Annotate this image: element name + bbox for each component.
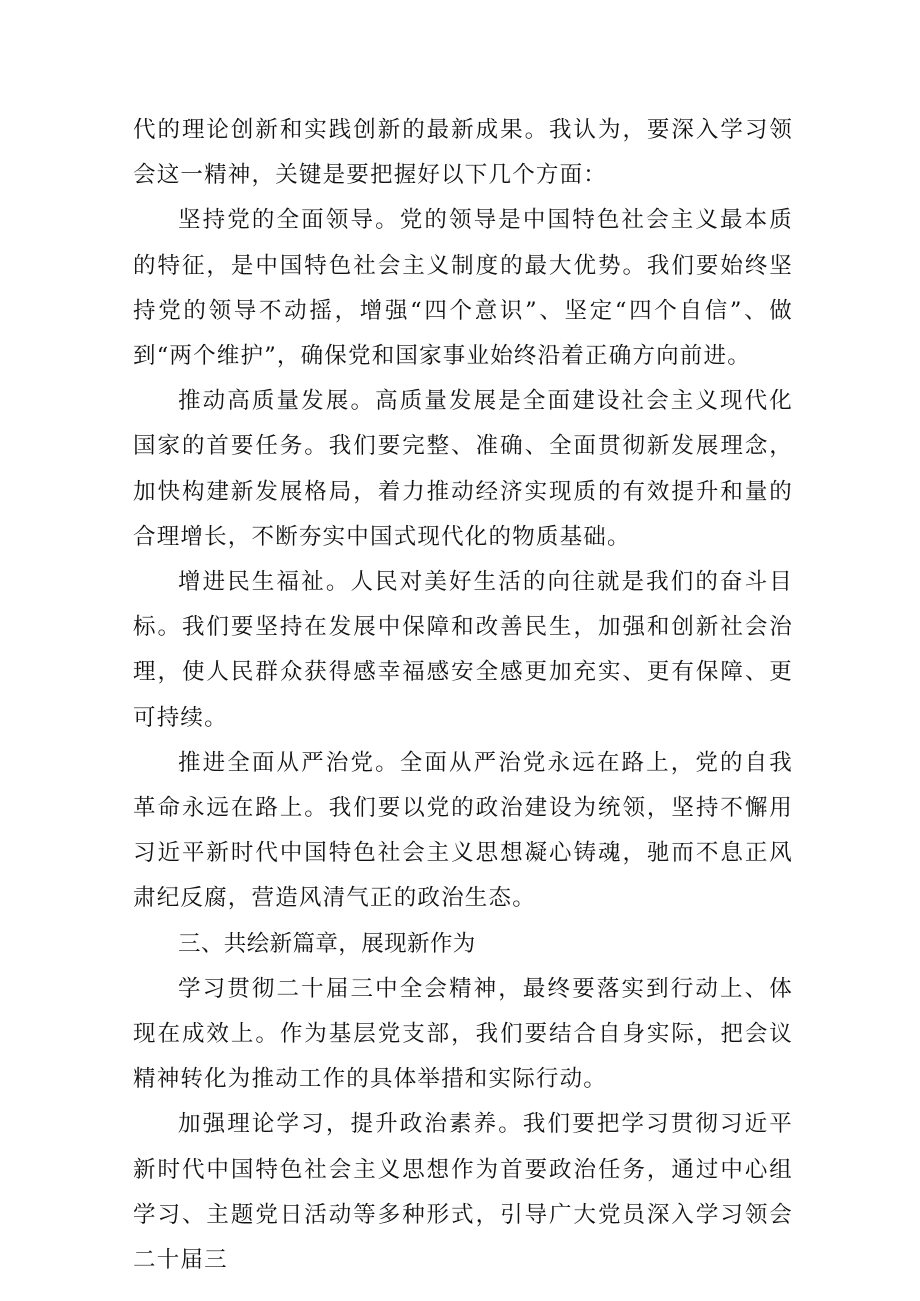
paragraph-high-quality-development: 推动高质量发展。高质量发展是全面建设社会主义现代化国家的首要任务。我们要完整、准确、全面贯彻新发展理念，加快构建新发展格局，着力推动经济实现质的有效提升和量的合理增长，不断夯实中国式现代化的物质基础。: [133, 388, 793, 550]
paragraph-party-leadership: 坚持党的全面领导。党的领导是中国特色社会主义最本质的特征，是中国特色社会主义制度的最大优势。我们要始终坚持党的领导不动摇，增强“四个意识”、坚定“四个自信”、做到“两个维护”，确保党和国家事业始终沿着正确方向前进。: [133, 207, 793, 370]
paragraph-party-governance: 推进全面从严治党。全面从严治党永远在路上，党的自我革命永远在路上。我们要以党的政治建设为统领，坚持不懈用习近平新时代中国特色社会主义思想凝心铸魂，驰而不息正风肃纪反腐，营造风清气正的政治生态。: [133, 749, 793, 912]
section-heading: 三、共绘新篇章，展现新作为: [178, 930, 476, 957]
paragraph-theory-study: 加强理论学习，提升政治素养。我们要把学习贯彻习近平新时代中国特色社会主义思想作为首要政治任务，通过中心组学习、主题党日活动等多种形式，引导广大党员深入学习领会二十届三: [133, 1111, 793, 1274]
document-body: [133, 108, 793, 1283]
paragraph-people-wellbeing: 增进民生福祉。人民对美好生活的向往就是我们的奋斗目标。我们要坚持在发展中保障和改善民生，加强和创新社会治理，使人民群众获得感幸福感安全感更加充实、更有保障、更可持续。: [133, 569, 793, 731]
paragraph-implementation: 学习贯彻二十届三中全会精神，最终要落实到行动上、体现在成效上。作为基层党支部，我们要结合自身实际，把会议精神转化为推动工作的具体举措和实际行动。: [133, 975, 793, 1093]
paragraph-continuation: 代的理论创新和实践创新的最新成果。我认为，要深入学习领会这一精神，关键是要把握好以下几个方面：: [133, 117, 793, 189]
